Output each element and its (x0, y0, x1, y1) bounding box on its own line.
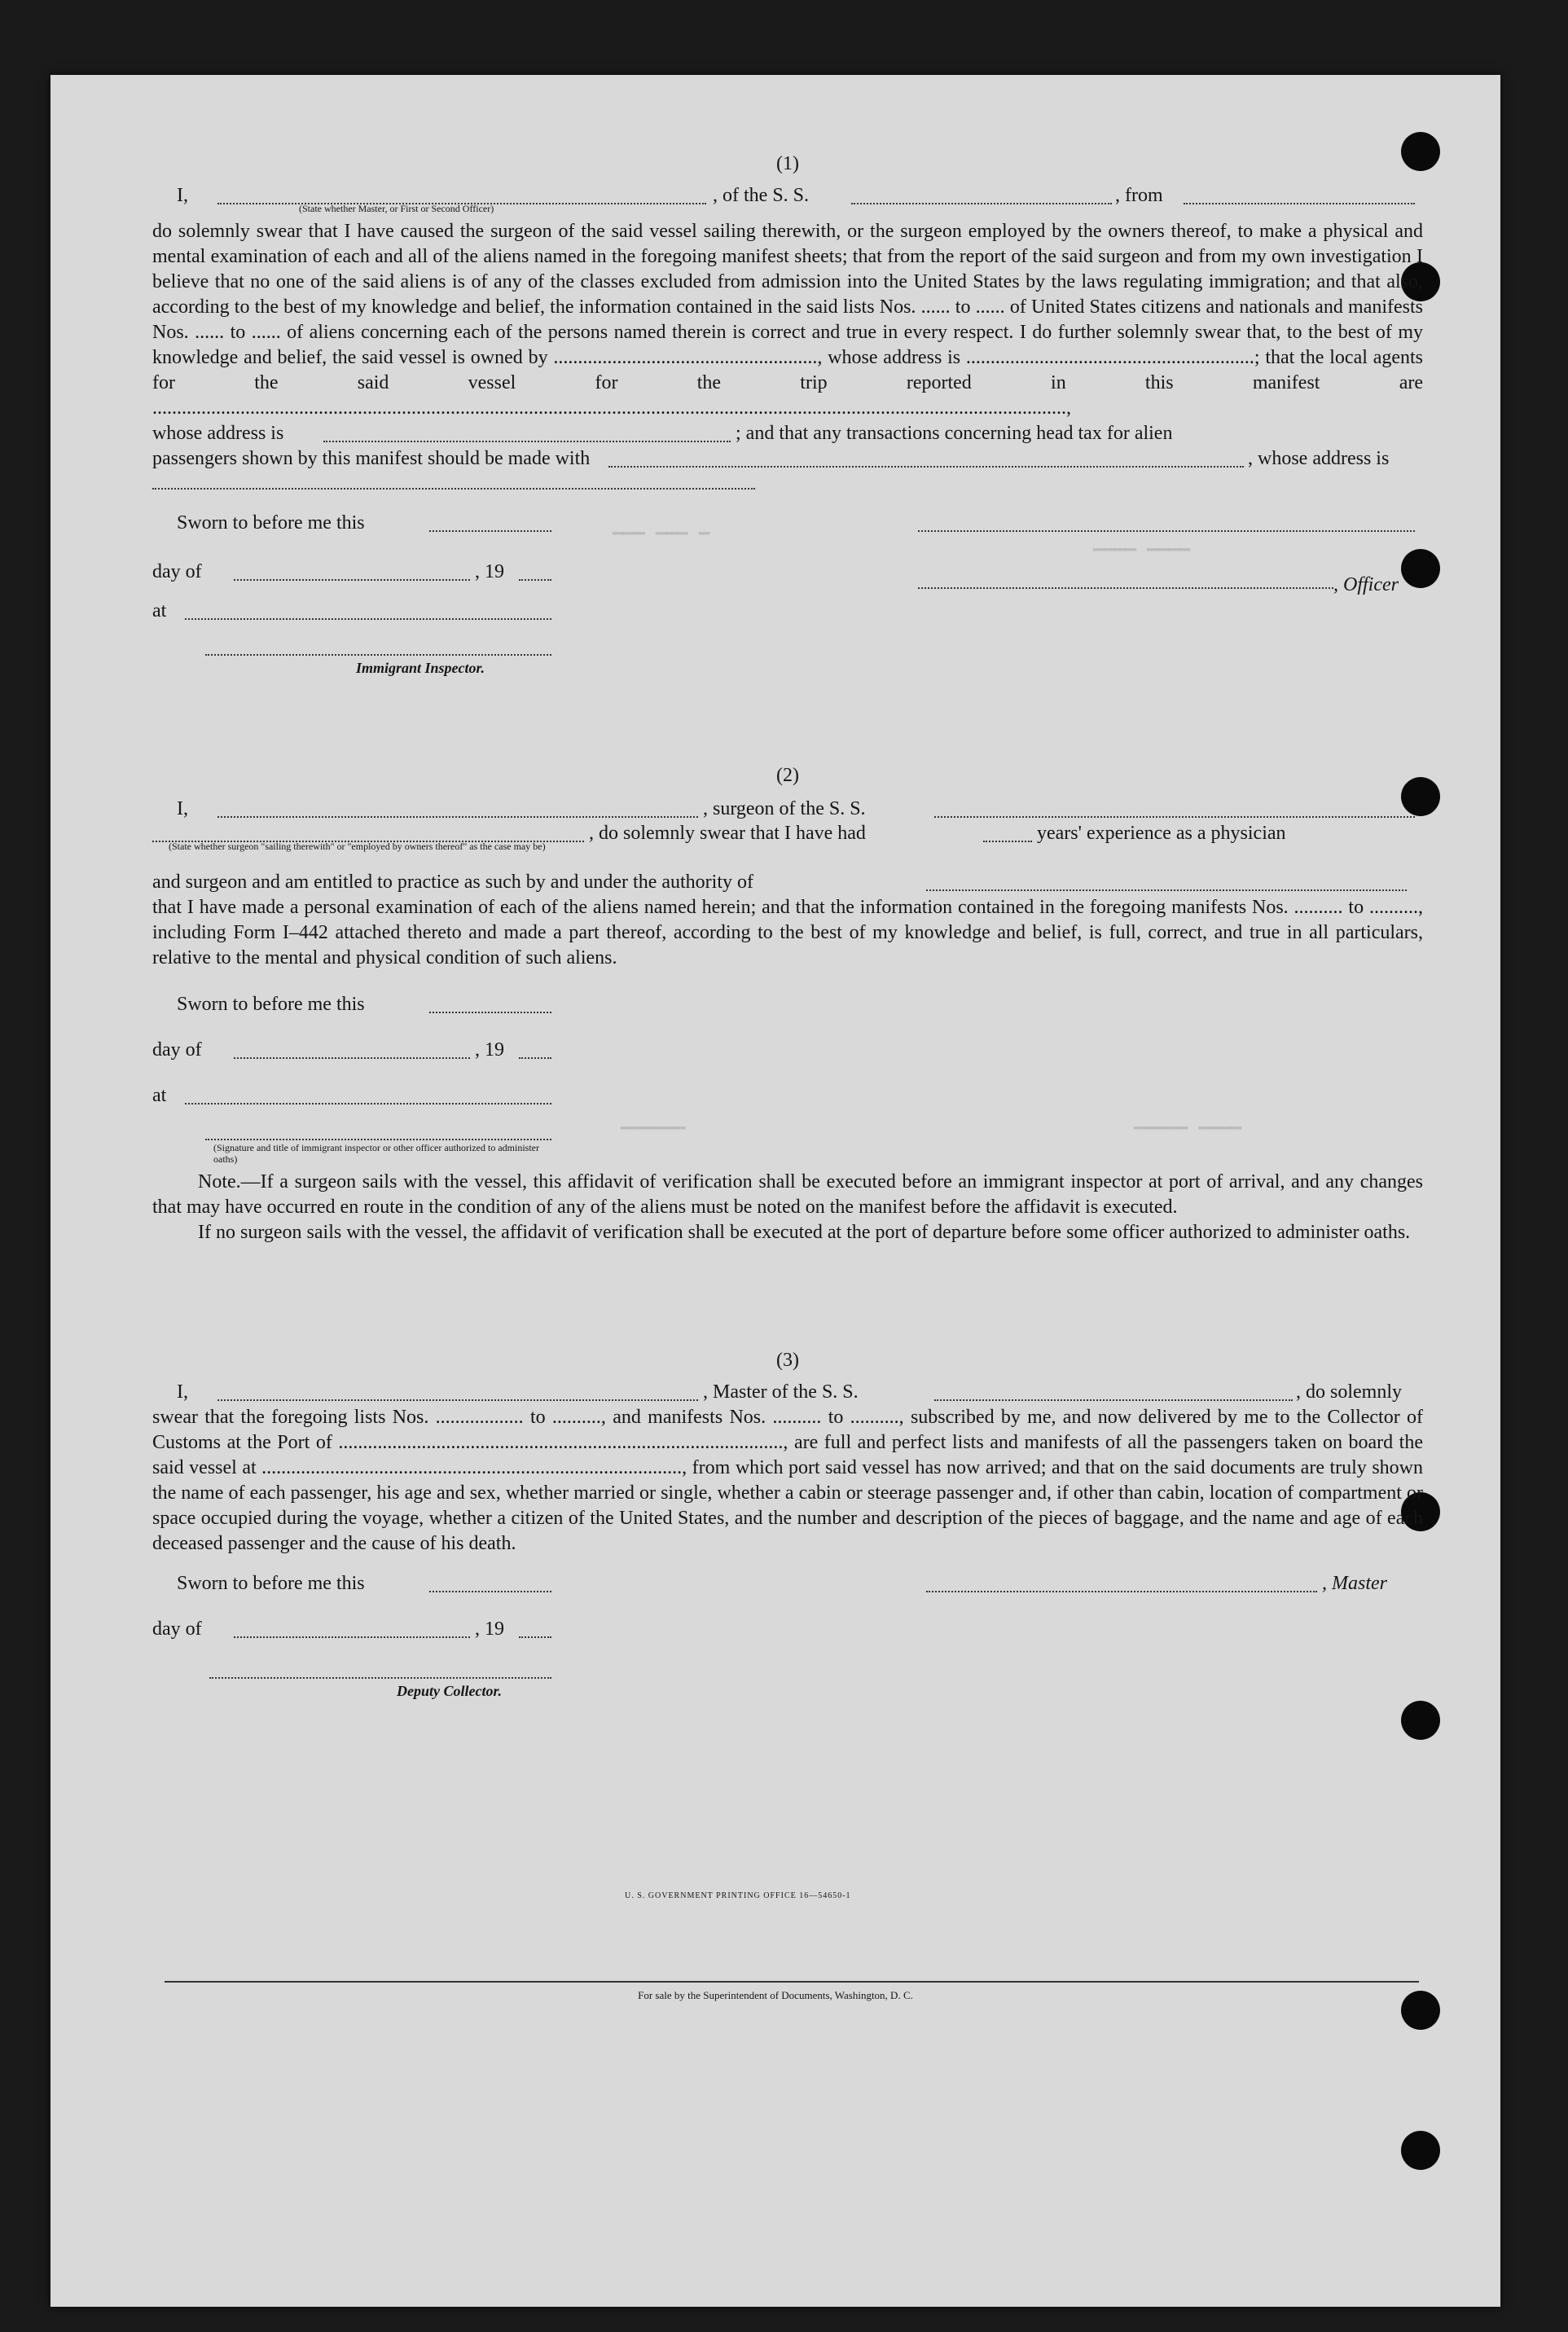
sworn-day-field[interactable] (429, 1574, 551, 1592)
at-label: at (152, 600, 167, 621)
ship-name-field[interactable] (851, 187, 1112, 204)
binder-hole-6 (1401, 1701, 1440, 1740)
at-place-field[interactable] (185, 602, 551, 620)
master-signature-field[interactable] (926, 1574, 1317, 1592)
month-field[interactable] (234, 563, 470, 581)
solemnly-label: , do solemnly (1296, 1381, 1402, 1403)
year-label: , 19 (475, 1039, 504, 1061)
officer-caption: (State whether Master, or First or Second Officer) (299, 203, 494, 214)
section-3-oath-text: swear that the foregoing lists Nos. .................. to .........., and manifests Nos. .......... to .........., subscribed by me, and now delivered by me to the Collector of Customs at the Port of ..........................................................................................., are full and perfect lists and manifests of all the passengers taken on board the said vessel at ......................................................................................, from which port said vessel has now arrived; and that on the said documents are truly shown the name of each passenger, his age and sex, whether married or single, whether a cabin or steerage passenger and, if other than cabin, location of compartment or space occupied during the voyage, whether a citizen of the United States, and the number and description of the pieces of baggage, and the name and age of each deceased passenger and the cause of his death. (152, 1407, 1423, 1554)
authority-field[interactable] (926, 873, 1407, 891)
sworn-label: Sworn to before me this (177, 512, 365, 534)
i-label: I, (177, 185, 188, 206)
authority-label: and surgeon and am entitled to practice as such by and under the authority of (152, 872, 753, 893)
month-field[interactable] (234, 1041, 470, 1059)
i-label: I, (177, 798, 188, 819)
passengers-label: passengers shown by this manifest should be made with (152, 448, 591, 469)
whose-address-label: whose address is (152, 423, 284, 444)
year-label: , 19 (475, 1618, 504, 1640)
surgeon-status-field[interactable] (152, 824, 584, 842)
section-number: (3) (776, 1350, 799, 1371)
section-1-oath-text: do solemnly swear that I have caused the surgeon of the said vessel sailing therewith, or the surgeon employed by the owners thereof, to make a physical and mental examination of each and all of the aliens named in the foregoing manifest sheets; that from the report of the said surgeon and from my own investigation I believe that no one of the said aliens is of any of the classes excluded from admission into the United States by the laws regulating immigration; and that also, according to the best of my knowledge and belief, the information contained in the said lists Nos. ...... to ...... of United States citizens and nationals and manifests Nos. ...... to ...... of aliens concerning each of the persons named therein is correct and true in every respect. I do further solemnly swear that, to the best of my knowledge and belief, the said vessel is owned by ......................................................, whose address is ...........................................................; that the local agents for the said vessel for the trip reported in this manifest are ..........................................................................................................................................................................................., (152, 221, 1423, 419)
at-place-field[interactable] (185, 1087, 551, 1105)
section-2-oath-text: that I have made a personal examination of each of the aliens named herein; and that the information contained in the foregoing manifests Nos. .......... to .........., including Form I–442 attached thereto and made a part thereof, according to the best of my knowledge and belief, is full, correct, and true in all particulars, relative to the mental and physical condition of such aliens. (152, 897, 1423, 968)
bleed-through-mark: ▁▁▁▁▁▁ (621, 1110, 686, 1131)
year-label: , 19 (475, 561, 504, 582)
head-tax-party-field[interactable] (608, 450, 1244, 468)
month-field[interactable] (234, 1620, 470, 1638)
inspector-signature-field[interactable] (205, 1122, 551, 1140)
agent-address-field[interactable] (323, 424, 731, 442)
sworn-label: Sworn to before me this (177, 1573, 365, 1594)
master-of-label: , Master of the S. S. (703, 1381, 859, 1403)
bleed-through-mark: ▁▁▁▁ ▁▁▁▁ (1093, 532, 1191, 552)
footer-rule (165, 1981, 1419, 1983)
sworn-day-field[interactable] (429, 514, 551, 532)
day-of-label: day of (152, 561, 202, 582)
officer-signature-field[interactable] (918, 514, 1415, 532)
inspector-caption: Immigrant Inspector. (356, 660, 485, 676)
form-page (51, 75, 1500, 2307)
collector-signature-field[interactable] (209, 1661, 551, 1679)
head-tax-text: ; and that any transactions concerning head tax for alien (736, 423, 1173, 444)
from-port-field[interactable] (1184, 187, 1415, 204)
at-label: at (152, 1085, 167, 1106)
section-number: (1) (776, 153, 799, 174)
note-no-surgeon: If no surgeon sails with the vessel, the affidavit of verification shall be executed at the port of departure before some officer authorized to administer oaths. (198, 1222, 1411, 1243)
surgeon-name-field[interactable] (217, 800, 698, 818)
years-field[interactable] (983, 824, 1032, 842)
inspector-signature-field[interactable] (205, 638, 551, 656)
officer-title-line[interactable] (918, 571, 1333, 589)
sworn-label: Sworn to before me this (177, 994, 365, 1015)
form-content (152, 147, 1423, 1703)
day-of-label: day of (152, 1039, 202, 1061)
note-surgeon-sails: Note.—If a surgeon sails with the vessel, this affidavit of verification shall be executed before an immigrant inspector at port of arrival, and any changes that may have occurred en route in the condition of any of the aliens must be noted on the manifest before the affidavit is executed. (152, 1171, 1423, 1218)
master-label: , Master (1322, 1573, 1387, 1594)
gpo-imprint: U. S. GOVERNMENT PRINTING OFFICE 16—54650-1 (625, 1891, 851, 1900)
surgeon-ship-field[interactable] (934, 800, 1415, 818)
swear-years-label: , do solemnly swear that I have had (589, 823, 866, 844)
head-tax-address-field[interactable] (152, 472, 755, 490)
bleed-through-mark: ▁▁▁ ▁▁▁ ▁ (613, 516, 710, 536)
from-label: , from (1115, 185, 1163, 206)
i-label: I, (177, 1381, 188, 1403)
year-field[interactable] (519, 1041, 551, 1059)
year-field[interactable] (519, 1620, 551, 1638)
day-of-label: day of (152, 1618, 202, 1640)
year-field[interactable] (519, 563, 551, 581)
surgeon-of-label: , surgeon of the S. S. (703, 798, 866, 819)
years-exp-label: years' experience as a physician (1037, 823, 1286, 844)
whose-address-is-label: , whose address is (1248, 448, 1390, 469)
surgeon-caption: (State whether surgeon "sailing therewith" or "employed by owners thereof" as the case may be) (169, 841, 546, 852)
section-number: (2) (776, 765, 799, 786)
binder-hole-8 (1401, 2131, 1440, 2170)
of-ss-label: , of the S. S. (713, 185, 810, 206)
master-name-field[interactable] (217, 1383, 698, 1401)
sworn-day-field[interactable] (429, 995, 551, 1013)
master-ship-field[interactable] (934, 1383, 1293, 1401)
footer-text: For sale by the Superintendent of Documents, Washington, D. C. (638, 1989, 913, 2001)
collector-caption: Deputy Collector. (397, 1683, 502, 1699)
officer-name-field[interactable] (217, 187, 706, 204)
sig-caption: (Signature and title of immigrant inspector or other officer authorized to administer oaths) (213, 1142, 539, 1165)
bleed-through-mark: ▁▁▁▁▁ ▁▁▁▁ (1134, 1110, 1242, 1131)
officer-label: , Officer (1333, 574, 1399, 595)
